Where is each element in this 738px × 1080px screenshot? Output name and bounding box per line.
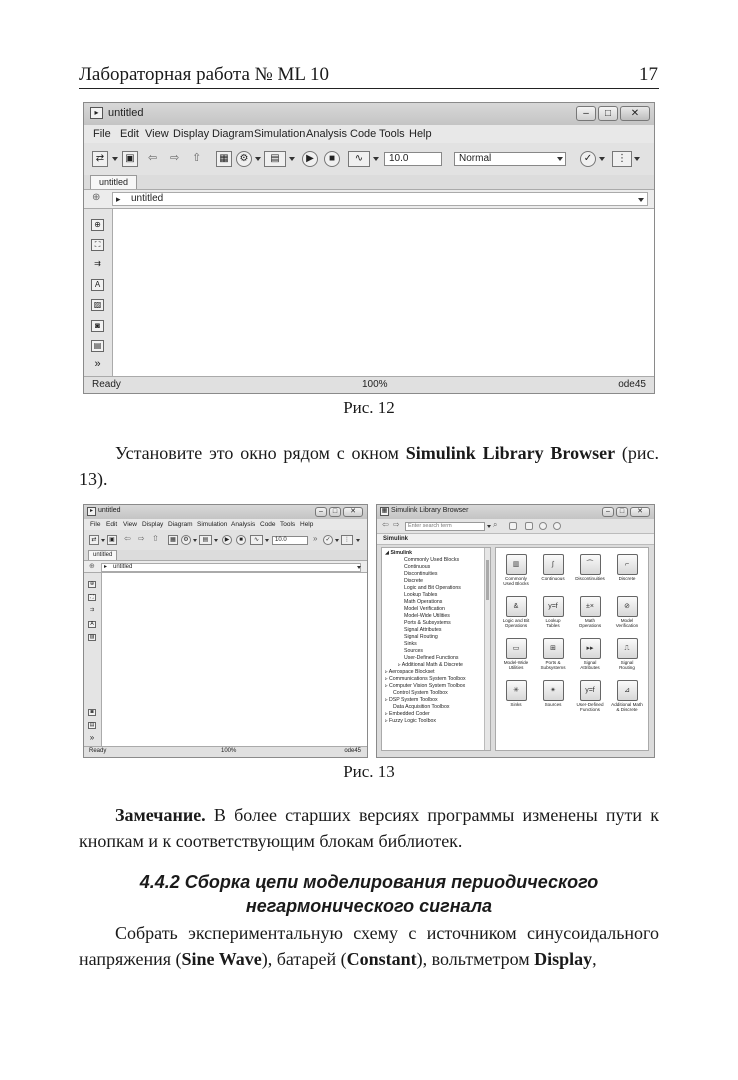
- menu-tools[interactable]: Tools: [280, 521, 296, 528]
- annotation-icon[interactable]: A: [91, 279, 104, 291]
- library-browser-window: [376, 504, 655, 758]
- sources-icon: ✴: [543, 680, 564, 701]
- explorer-dropdown-arrow[interactable]: [214, 539, 218, 542]
- tree-item[interactable]: Model Verification: [404, 606, 445, 612]
- status-zoom: 100%: [221, 748, 237, 754]
- block-ports-subsystems[interactable]: [535, 638, 571, 670]
- menu-view[interactable]: View: [145, 128, 169, 140]
- model-verification-icon: ⊘: [617, 596, 638, 617]
- model-path[interactable]: untitled: [112, 192, 648, 206]
- status-solver: ode45: [618, 379, 646, 390]
- zoom-icon[interactable]: ⊕: [89, 581, 95, 587]
- signal-arrow-icon[interactable]: ⇉: [89, 607, 95, 613]
- build-dropdown-arrow[interactable]: [634, 157, 640, 161]
- running-header-title: Лабораторная работа № ML 10: [79, 64, 330, 85]
- page-number: 17: [639, 64, 658, 85]
- block-label: Sources: [544, 702, 562, 707]
- report-icon[interactable]: ▤: [89, 722, 95, 728]
- fit-view-icon[interactable]: ⛶: [88, 594, 96, 601]
- tree-item[interactable]: Lookup Tables: [404, 592, 438, 598]
- screenshot-icon[interactable]: ◙: [91, 320, 104, 332]
- tab-bar: [84, 175, 654, 189]
- tree-item[interactable]: Discontinuities: [404, 571, 438, 577]
- build-icon[interactable]: ⋮: [341, 535, 353, 545]
- stop-icon[interactable]: ■: [236, 535, 246, 545]
- back-icon[interactable]: ⇦: [148, 152, 158, 164]
- up-icon[interactable]: ⇧: [152, 534, 159, 543]
- title-bar: [377, 505, 654, 519]
- tree-item[interactable]: Control System Toolbox: [393, 690, 448, 696]
- menu-code[interactable]: Code: [350, 128, 377, 140]
- tree-item[interactable]: ▹ Computer Vision System Toolbox: [385, 683, 466, 689]
- tree-item[interactable]: ◢ Simulink: [385, 550, 413, 556]
- continuous-icon: ∫: [543, 554, 564, 575]
- hide-browser-icon[interactable]: ⊕: [92, 192, 101, 203]
- tree-scrollbar[interactable]: [484, 548, 490, 750]
- window-title: Simulink Library Browser: [391, 507, 469, 514]
- title-bar: [84, 505, 367, 519]
- window-title: untitled: [98, 507, 121, 514]
- model-explorer-icon[interactable]: ▤: [264, 151, 286, 167]
- library-breadcrumb: Simulink: [377, 533, 654, 545]
- report-icon[interactable]: ▤: [91, 340, 104, 352]
- stop-time-input[interactable]: 10.0: [272, 536, 308, 545]
- commonly-used-blocks-icon: ▥: [506, 554, 527, 575]
- menu-display[interactable]: Display: [142, 521, 164, 528]
- annotation-icon[interactable]: A: [88, 621, 96, 628]
- forward-icon[interactable]: ⇨: [170, 152, 180, 164]
- new-model-icon[interactable]: ⇄: [89, 535, 99, 545]
- scope-icon[interactable]: ∿: [250, 535, 263, 545]
- path-dropdown-arrow[interactable]: [638, 198, 644, 202]
- block-lookup-tables[interactable]: [535, 596, 571, 628]
- model-icon: ▸: [116, 194, 121, 204]
- image-icon[interactable]: ▨: [91, 299, 104, 311]
- library-browser-icon[interactable]: ▦: [168, 535, 178, 545]
- tab-untitled[interactable]: untitled: [88, 550, 117, 561]
- tree-item[interactable]: Commonly Used Blocks: [404, 557, 460, 563]
- block-label: Logic and Bit Operations: [502, 618, 530, 629]
- library-search-input[interactable]: Enter search term: [405, 522, 485, 531]
- toolbar: [84, 143, 654, 176]
- model-icon: ▸: [104, 564, 108, 570]
- tree-item[interactable]: Sources: [404, 648, 424, 654]
- section-heading: 4.4.2 Сборка цепи моделирования периодического негармонического сигнала: [139, 872, 599, 916]
- block-label: Signal Attributes: [580, 660, 600, 671]
- tab-untitled[interactable]: untitled: [90, 175, 137, 190]
- header-rule: [79, 88, 659, 89]
- image-icon[interactable]: ▨: [89, 634, 95, 640]
- menu-diagram[interactable]: Diagram: [212, 128, 254, 140]
- block-label: Model Verification: [615, 618, 639, 629]
- back-icon[interactable]: ⇦: [124, 534, 131, 543]
- save-icon[interactable]: ▣: [107, 535, 117, 545]
- tree-item[interactable]: Math Operations: [404, 599, 443, 605]
- save-icon[interactable]: ▣: [122, 151, 138, 167]
- palette: [84, 573, 102, 747]
- scope-dropdown-arrow[interactable]: [373, 157, 379, 161]
- library-browser-icon[interactable]: ▦: [216, 151, 232, 167]
- build-icon[interactable]: ⋮: [612, 151, 632, 167]
- tree-item[interactable]: ▹ Additional Math & Discrete: [398, 662, 463, 668]
- address-bar: [84, 560, 367, 573]
- paragraph-3: Собрать экспериментальную схему с источником синусоидального напряжения (Sine Wave), батарей (Constant), вольтметром Display,: [79, 923, 659, 969]
- sinks-icon: ✳: [506, 680, 527, 701]
- menu-simulation[interactable]: Simulation: [254, 128, 306, 140]
- menu-bar: [84, 519, 367, 530]
- menu-display[interactable]: Display: [173, 128, 210, 140]
- model-canvas[interactable]: [113, 209, 654, 377]
- new-dropdown-arrow[interactable]: [101, 539, 105, 542]
- math-operations-icon: ±×: [580, 596, 601, 617]
- paragraph-note: Замечание. В более старших версиях программы изменены пути к кнопкам и к соответствующим блокам библиотек.: [79, 805, 659, 851]
- screenshot-icon[interactable]: ◙: [88, 709, 96, 716]
- menu-diagram[interactable]: Diagram: [168, 521, 193, 528]
- title-bar: [84, 103, 654, 125]
- simulink-app-icon: ▸: [87, 507, 96, 516]
- build-dropdown-arrow[interactable]: [356, 539, 360, 542]
- tree-item[interactable]: Continuous: [404, 564, 431, 570]
- signal-arrow-icon[interactable]: ⇉: [94, 259, 101, 268]
- fit-view-icon[interactable]: ⛶: [91, 239, 104, 251]
- block-label: Sinks: [510, 702, 522, 707]
- block-continuous[interactable]: [535, 554, 571, 581]
- status-bar: [84, 746, 367, 757]
- library-tree: [381, 547, 491, 751]
- tree-item[interactable]: Discrete: [404, 578, 424, 584]
- tree-item[interactable]: Ports & Subsystems: [404, 620, 451, 626]
- expand-palette-icon[interactable]: »: [89, 733, 95, 742]
- maximize-button[interactable]: □: [616, 507, 628, 517]
- model-config-gear-icon[interactable]: ⚙: [181, 535, 191, 545]
- new-dropdown-arrow[interactable]: [112, 157, 118, 161]
- stop-icon[interactable]: ■: [324, 151, 340, 167]
- new-model-icon[interactable]: ⇄: [92, 151, 108, 167]
- window-title: untitled: [108, 107, 144, 119]
- user-defined-functions-icon: y=f: [580, 680, 601, 701]
- close-button[interactable]: ✕: [343, 507, 363, 517]
- signal-attributes-icon: ▸▸: [580, 638, 601, 659]
- menu-help[interactable]: Help: [409, 128, 432, 140]
- block-label: Continuous: [541, 576, 565, 581]
- menu-analysis[interactable]: Analysis: [231, 521, 256, 528]
- tree-item[interactable]: ▹ Communications System Toolbox: [385, 676, 466, 682]
- block-label: Discrete: [618, 576, 636, 581]
- open-icon[interactable]: [525, 522, 533, 530]
- library-browser-app-icon: ▦: [381, 508, 388, 514]
- menu-bar: [84, 125, 654, 143]
- expand-palette-icon[interactable]: »: [94, 358, 101, 370]
- help-icon[interactable]: [553, 522, 561, 530]
- minimize-button[interactable]: –: [315, 507, 327, 517]
- forward-icon[interactable]: ⇨: [138, 534, 145, 543]
- menu-analysis[interactable]: Analysis: [306, 128, 347, 140]
- tree-item[interactable]: Data Acquisition Toolbox: [393, 704, 450, 710]
- model-path[interactable]: untitled: [101, 563, 361, 572]
- signal-routing-icon: ⎍: [617, 638, 638, 659]
- block-label: Signal Routing: [619, 660, 635, 671]
- block-label: Ports & Subsystems: [540, 660, 566, 671]
- simulink-app-icon: ▸: [90, 107, 103, 119]
- explorer-dropdown-arrow[interactable]: [289, 157, 295, 161]
- block-user-defined-functions[interactable]: [572, 680, 608, 712]
- block-signal-routing[interactable]: [609, 638, 645, 670]
- model-explorer-icon[interactable]: ▤: [199, 535, 212, 545]
- figure-13-caption: Рис. 13: [343, 762, 395, 781]
- block-model-wide-utilities[interactable]: [498, 638, 534, 670]
- status-ready: Ready: [92, 379, 121, 390]
- address-bar: [84, 189, 654, 209]
- model-advisor-icon[interactable]: ✓: [323, 535, 333, 545]
- search-icon[interactable]: ⌕: [493, 520, 498, 529]
- block-logic-bit[interactable]: [498, 596, 534, 628]
- block-discontinuities[interactable]: [572, 554, 608, 581]
- tree-item[interactable]: User-Defined Functions: [404, 655, 459, 661]
- block-additional-math-discrete[interactable]: [609, 680, 645, 712]
- figure-12-model-window: [83, 102, 655, 394]
- additional-math-discrete-icon: ⊿: [617, 680, 638, 701]
- hide-browser-icon[interactable]: ⊕: [89, 563, 95, 570]
- block-signal-attributes[interactable]: [572, 638, 608, 670]
- tab-bar: [84, 550, 367, 560]
- discrete-icon: ⌐: [617, 554, 638, 575]
- block-label: Discontinuities: [575, 576, 605, 581]
- advisor-dropdown-arrow[interactable]: [335, 539, 339, 542]
- up-icon[interactable]: ⇧: [192, 152, 202, 164]
- menu-view[interactable]: View: [123, 521, 137, 528]
- minimize-button[interactable]: –: [602, 507, 614, 517]
- menu-simulation[interactable]: Simulation: [197, 521, 228, 528]
- run-icon[interactable]: ▶: [222, 535, 232, 545]
- close-button[interactable]: ✕: [630, 507, 650, 517]
- maximize-button[interactable]: □: [598, 106, 618, 121]
- status-ready: Ready: [89, 748, 107, 754]
- palette: [84, 209, 113, 377]
- block-model-verification[interactable]: [609, 596, 645, 628]
- block-label: Math Operations: [578, 618, 602, 629]
- back-icon[interactable]: ⇦: [382, 520, 389, 529]
- block-label: Commonly Used Blocks: [503, 576, 529, 587]
- ports-subsystems-icon: ⊞: [543, 638, 564, 659]
- close-button[interactable]: ✕: [620, 106, 650, 121]
- sim-mode-dropdown-arrow[interactable]: [557, 157, 563, 161]
- maximize-button[interactable]: □: [329, 507, 341, 517]
- overflow-icon[interactable]: »: [313, 534, 318, 543]
- figure-12-caption: Рис. 12: [343, 398, 395, 417]
- block-label: Lookup Tables: [545, 618, 561, 629]
- model-advisor-icon[interactable]: ✓: [580, 151, 596, 167]
- menu-help[interactable]: Help: [300, 521, 314, 528]
- block-math-operations[interactable]: [572, 596, 608, 628]
- pin-icon[interactable]: [539, 522, 547, 530]
- paragraph-1: Установите это окно рядом с окном Simulink Library Browser (рис. 13).: [79, 443, 659, 489]
- block-discrete[interactable]: [609, 554, 645, 581]
- discontinuities-icon: ⏜: [580, 554, 601, 575]
- minimize-button[interactable]: –: [576, 106, 596, 121]
- menu-file[interactable]: File: [90, 521, 101, 528]
- block-label: User-Defined Functions: [576, 702, 604, 713]
- scope-dropdown-arrow[interactable]: [265, 539, 269, 542]
- logic-bit-operations-icon: &: [506, 596, 527, 617]
- tree-item[interactable]: Model-Wide Utilities: [404, 613, 450, 619]
- model-wide-utilities-icon: ▭: [506, 638, 527, 659]
- tree-item[interactable]: ▹ Aerospace Blockset: [385, 669, 435, 675]
- new-model-icon[interactable]: [509, 522, 517, 530]
- model-config-gear-icon[interactable]: ⚙: [236, 151, 252, 167]
- path-dropdown-arrow[interactable]: [357, 566, 361, 569]
- toolbar: [84, 530, 367, 551]
- block-sinks[interactable]: [498, 680, 534, 707]
- status-solver: ode45: [344, 748, 361, 754]
- config-dropdown-arrow[interactable]: [193, 539, 197, 542]
- search-options-arrow[interactable]: [487, 525, 491, 528]
- scope-icon[interactable]: ∿: [348, 151, 370, 167]
- status-zoom: 100%: [362, 379, 388, 390]
- zoom-icon[interactable]: ⊕: [91, 219, 104, 231]
- block-sources[interactable]: [535, 680, 571, 707]
- forward-icon[interactable]: ⇨: [393, 520, 400, 529]
- library-toolbar: [377, 519, 654, 533]
- tree-item[interactable]: Signal Routing: [404, 634, 438, 640]
- tree-item[interactable]: Signal Attributes: [404, 627, 442, 633]
- advisor-dropdown-arrow[interactable]: [599, 157, 605, 161]
- block-commonly-used[interactable]: [498, 554, 534, 586]
- block-label: Model-Wide Utilities: [503, 660, 529, 671]
- model-canvas[interactable]: [102, 573, 367, 747]
- library-blocks-grid: [495, 547, 649, 751]
- run-icon[interactable]: ▶: [302, 151, 318, 167]
- figure-13-model-window: [83, 504, 368, 758]
- lookup-tables-icon: y=f: [543, 596, 564, 617]
- simulation-mode-select[interactable]: Normal: [454, 152, 566, 166]
- block-label: Additional Math & Discrete: [611, 702, 643, 713]
- menu-tools[interactable]: Tools: [379, 128, 405, 140]
- tree-item[interactable]: ▹ Embedded Coder: [385, 711, 430, 717]
- status-bar: [84, 376, 654, 393]
- menu-edit[interactable]: Edit: [106, 521, 118, 528]
- tree-item[interactable]: Sinks: [404, 641, 417, 647]
- menu-edit[interactable]: Edit: [120, 128, 139, 140]
- stop-time-input[interactable]: 10.0: [384, 152, 442, 166]
- tree-item[interactable]: ▹ DSP System Toolbox: [385, 697, 438, 703]
- tree-item[interactable]: Logic and Bit Operations: [404, 585, 461, 591]
- tree-item[interactable]: ▹ Fuzzy Logic Toolbox: [385, 718, 436, 724]
- menu-file[interactable]: File: [93, 128, 111, 140]
- menu-code[interactable]: Code: [260, 521, 276, 528]
- config-dropdown-arrow[interactable]: [255, 157, 261, 161]
